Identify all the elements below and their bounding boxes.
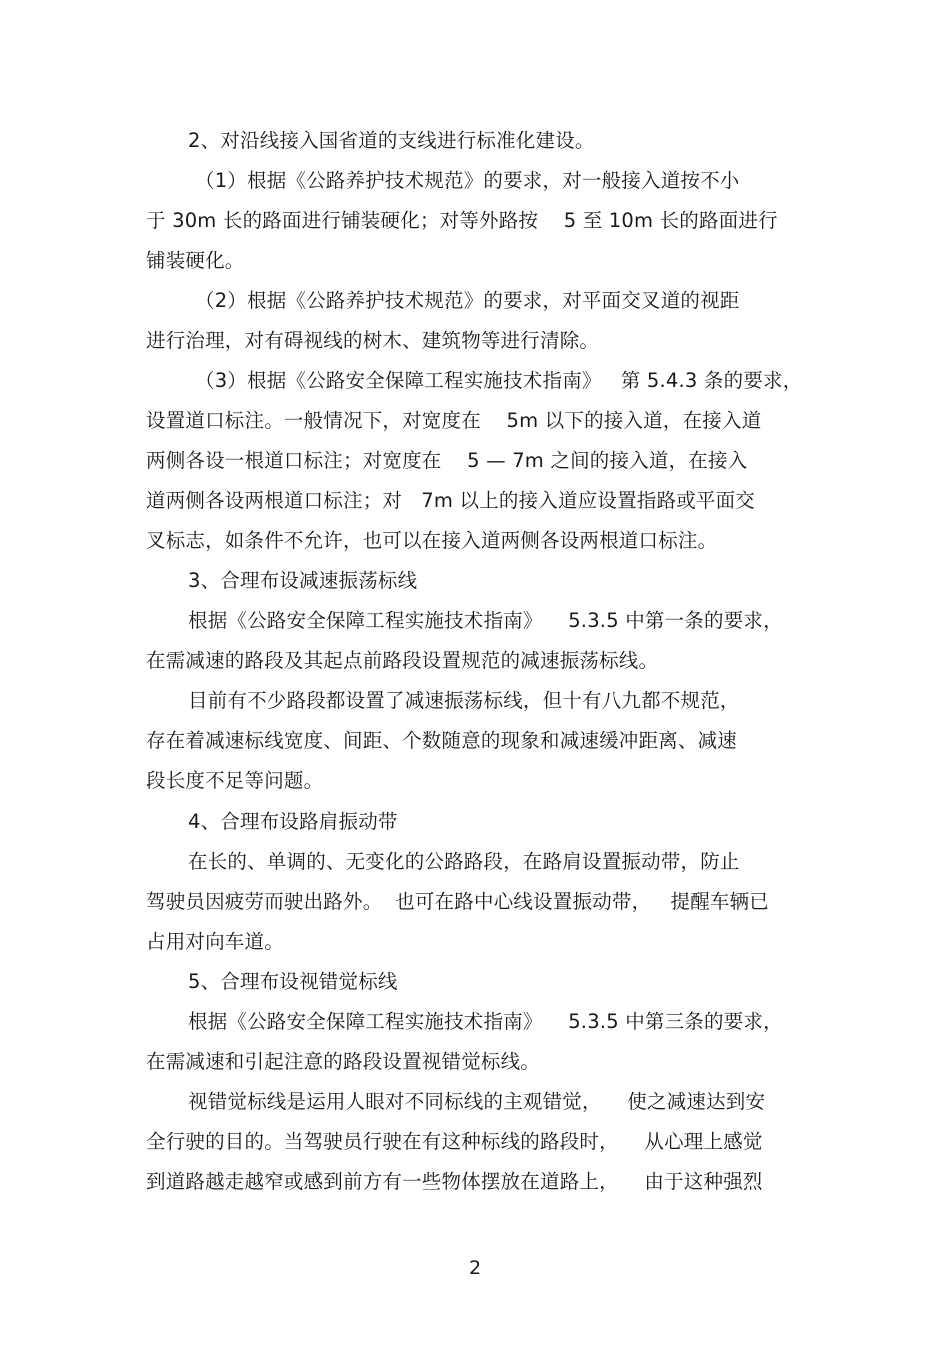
heading-item-4: 4、合理布设路肩振动带 (188, 810, 398, 833)
paragraph-line: 全行驶的目的。当驾驶员行驶在有这种标线的路段时， 从心理上感觉 (146, 1130, 763, 1153)
paragraph-line: 到道路越走越窄或感到前方有一些物体摆放在道路上， 由于这种强烈 (146, 1170, 763, 1193)
paragraph-line: 根据《公路安全保障工程实施技术指南》 5.3.5 中第一条的要求， (188, 609, 783, 632)
paragraph-line: 段长度不足等问题。 (146, 769, 324, 792)
paragraph-line: 在需减速和引起注意的路段设置视错觉标线。 (146, 1050, 541, 1073)
paragraph-line: 视错觉标线是运用人眼对不同标线的主观错觉， 使之减速达到安 (188, 1090, 766, 1113)
paragraph-line: 设置道口标注。一般情况下，对宽度在 5m 以下的接入道，在接入道 (146, 409, 762, 432)
paragraph-line: 叉标志，如条件不允许，也可以在接入道两侧各设两根道口标注。 (146, 529, 718, 552)
paragraph-line: 道两侧各设两根道口标注；对 7m 以上的接入道应设置指路或平面交 (146, 489, 755, 512)
paragraph-line: （3）根据《公路安全保障工程实施技术指南》 第 5.4.3 条的要求， (195, 369, 803, 392)
heading-item-2: 2、对沿线接入国省道的支线进行标准化建设。 (188, 129, 595, 152)
heading-item-3: 3、合理布设减速振荡标线 (188, 569, 418, 592)
paragraph-line: 占用对向车道。 (146, 930, 284, 953)
page-number: 2 (468, 1257, 482, 1279)
paragraph-line: 于 30m 长的路面进行铺装硬化；对等外路按 5 至 10m 长的路面进行 (146, 209, 778, 232)
paragraph-line: （2）根据《公路养护技术规范》的要求，对平面交叉道的视距 (195, 289, 740, 312)
paragraph-line: 根据《公路安全保障工程实施技术指南》 5.3.5 中第三条的要求， (188, 1010, 783, 1033)
paragraph-line: （1）根据《公路养护技术规范》的要求，对一般接入道按不小 (195, 169, 740, 192)
paragraph-line: 目前有不少路段都设置了减速振荡标线，但十有八九都不规范， (188, 689, 740, 712)
paragraph-line: 在长的、单调的、无变化的公路路段，在路肩设置振动带，防止 (188, 850, 740, 873)
paragraph-line: 在需减速的路段及其起点前路段设置规范的减速振荡标线。 (146, 649, 659, 672)
paragraph-line: 两侧各设一根道口标注；对宽度在 5 — 7m 之间的接入道，在接入 (146, 449, 748, 472)
heading-item-5: 5、合理布设视错觉标线 (188, 970, 398, 993)
paragraph-line: 铺装硬化。 (146, 249, 245, 272)
paragraph-line: 进行治理，对有碍视线的树木、建筑物等进行清除。 (146, 329, 600, 352)
paragraph-line: 驾驶员因疲劳而驶出路外。 也可在路中心线设置振动带， 提醒车辆已 (146, 890, 769, 913)
paragraph-line: 存在着减速标线宽度、间距、个数随意的现象和减速缓冲距离、减速 (146, 729, 738, 752)
